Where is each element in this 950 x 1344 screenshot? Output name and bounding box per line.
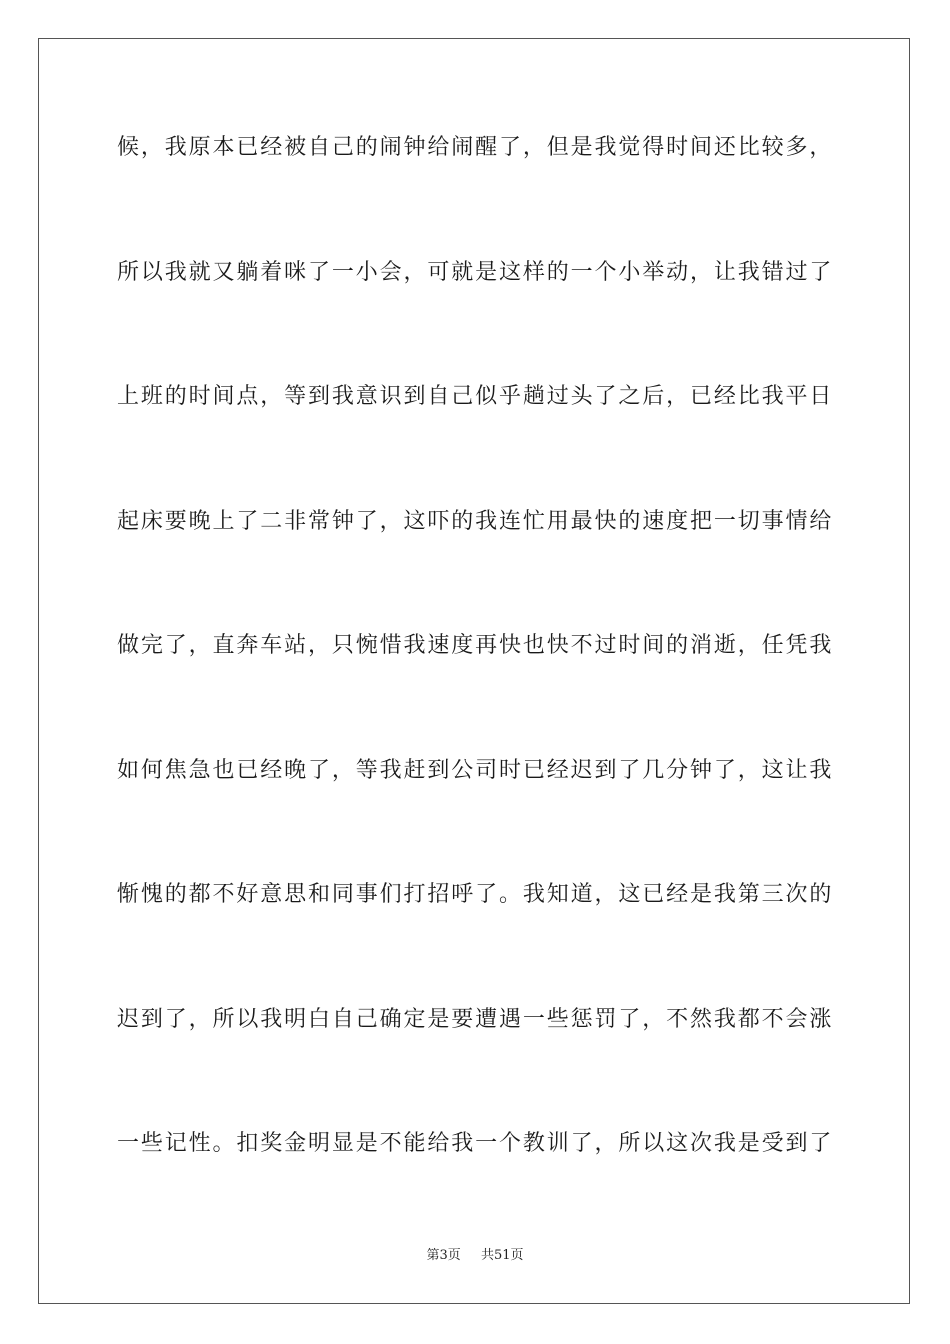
page-total: 共51页 xyxy=(480,1248,524,1263)
text-line: 上班的时间点，等到我意识到自己似乎趟过头了之后，已经比我平日 xyxy=(117,384,833,409)
text-line: 所以我就又躺着咪了一小会，可就是这样的一个小举动，让我错过了 xyxy=(117,259,833,285)
text-line: 一些记性。扣奖金明显是不能给我一个教训了，所以这次我是受到了 xyxy=(117,1131,833,1156)
text-line: 如何焦急也已经晚了，等我赶到公司时已经迟到了几分钟了，这让我 xyxy=(117,757,833,783)
text-line: 起床要晚上了二非常钟了，这吓的我连忙用最快的速度把一切事情给 xyxy=(117,508,833,534)
text-line: 做完了，直奔车站，只惋惜我速度再快也快不过时间的消逝，任凭我 xyxy=(117,633,833,658)
page-number: 第3页 xyxy=(426,1248,461,1263)
document-body xyxy=(117,128,833,1249)
page-footer xyxy=(0,1246,950,1266)
text-line: 迟到了，所以我明白自己确定是要遭遇一些惩罚了，不然我都不会涨 xyxy=(117,1006,833,1032)
text-line: 候，我原本已经被自己的闹钟给闹醒了，但是我觉得时间还比较多， xyxy=(117,135,833,160)
text-line: 惭愧的都不好意思和同事们打招呼了。我知道，这已经是我第三次的 xyxy=(117,882,833,907)
